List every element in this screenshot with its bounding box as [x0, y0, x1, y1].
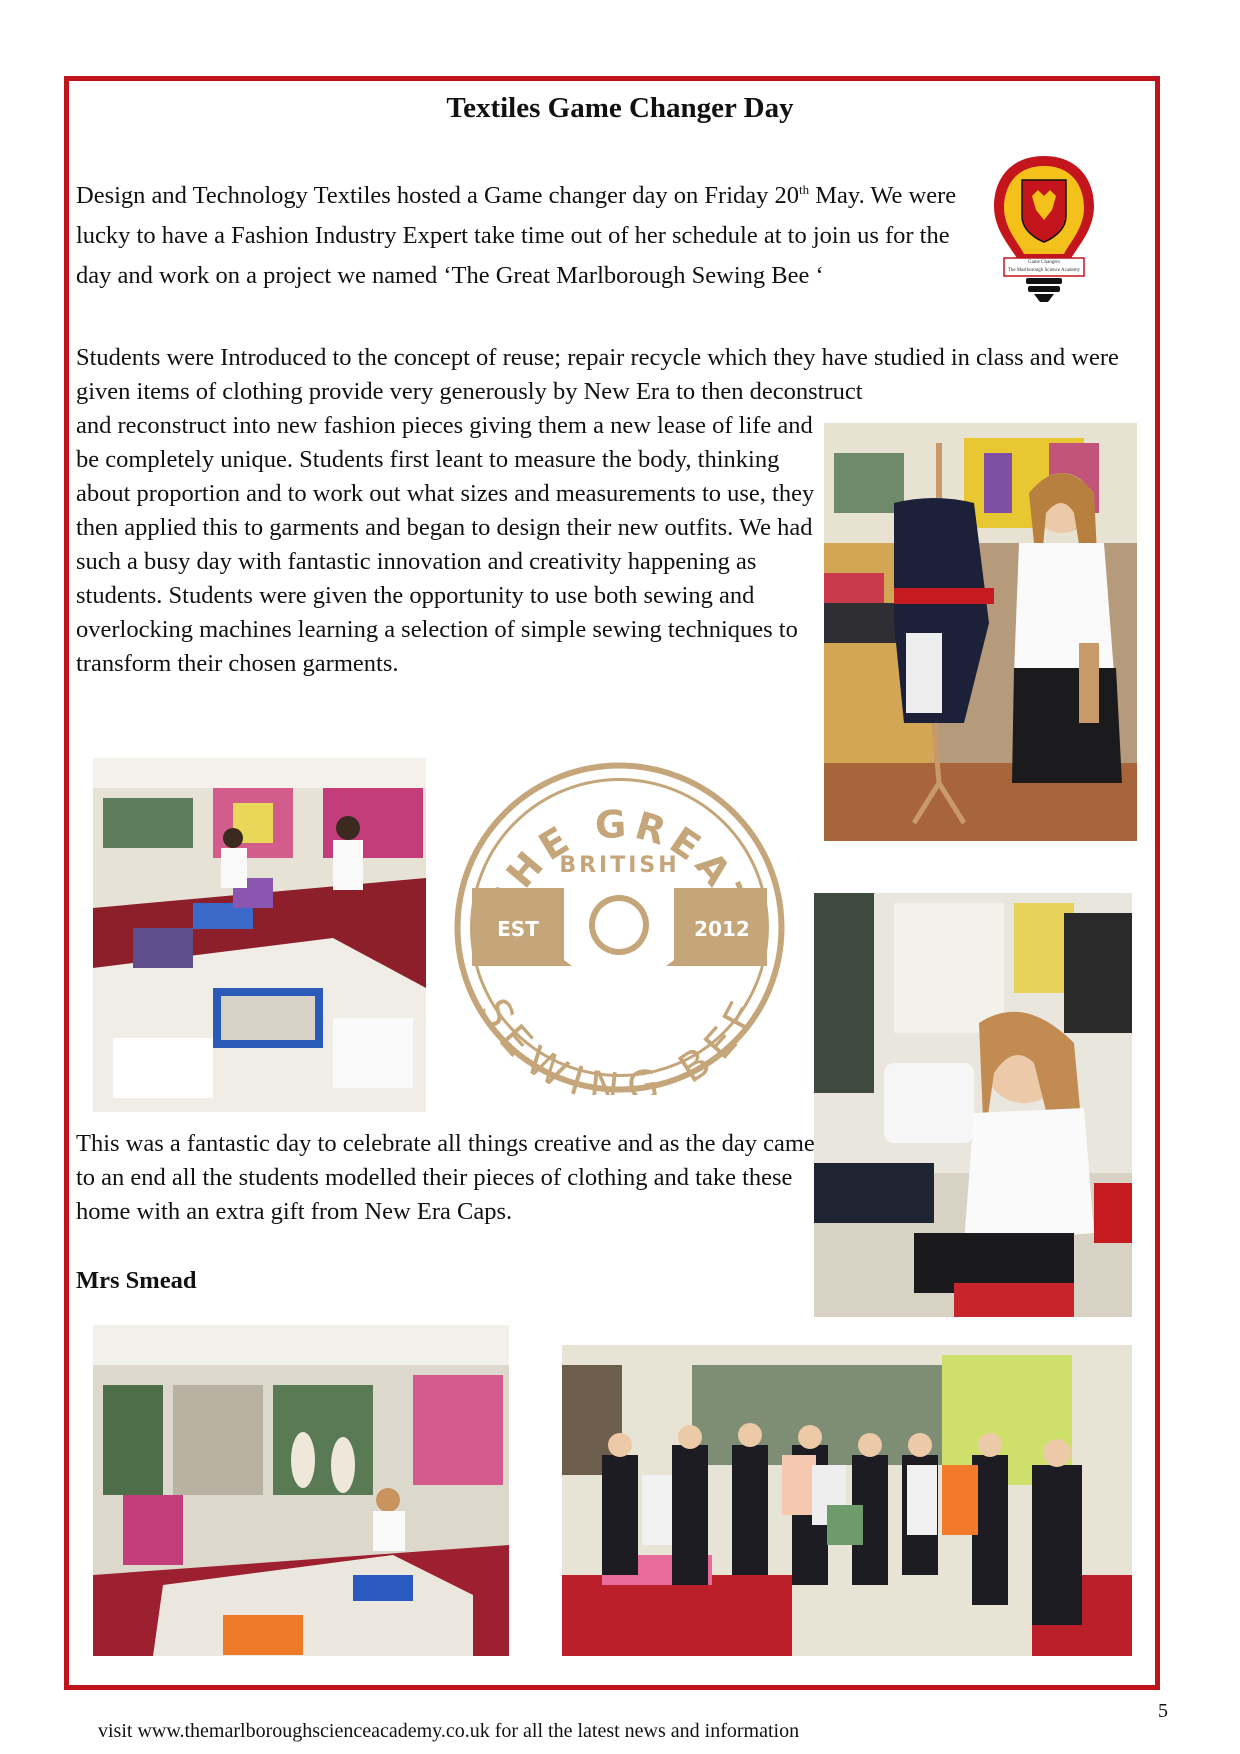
crest-caption-line2: The Marlborough Science Academy	[1007, 268, 1081, 273]
logo-top-text: THE GREAT	[480, 801, 759, 925]
logo-bottom-text: SEWING BEE	[470, 991, 769, 1095]
article-title: Textiles Game Changer Day	[446, 92, 794, 124]
crest-caption-line1: Game Changers	[1027, 260, 1061, 265]
body-paragraph-3: and reconstruct into new fashion pieces giving them a new lease of life and be completely unique. Students first leant to measure the body, thinking about proportion and to work out what sizes and measurements to use, they then applied this to garments and began to design their new outfits. We had such a busy day with fantastic innovation and creativity happening as students. Students were given the opportunity to use both sewing and overlocking machines learning a selection of simple sewing techniques to transform their chosen garments.	[76, 412, 815, 677]
body-paragraph-4: This was a fantastic day to celebrate all things creative and as the day came to an end all the students modelled their pieces of clothing and take these home with an extra gift from New Era Caps.	[76, 1130, 815, 1225]
footer-website-note: visit www.themarlboroughscienceacademy.co.uk for all the latest news and information	[98, 1720, 800, 1742]
logo-est-label: EST	[497, 917, 539, 941]
body-paragraph-2: Students were Introduced to the concept of reuse; repair recycle which they have studied in class and were given items of clothing provide very generously by New Era to then deconstruct	[76, 344, 1119, 405]
game-changers-crest-logo	[990, 150, 1098, 306]
photo-classroom-worktables	[93, 758, 426, 1112]
photo-classroom-mannequins	[93, 1325, 509, 1656]
author-signature: Mrs Smead	[76, 1267, 197, 1294]
svg-text:SEWING BEE	[470, 991, 768, 1095]
logo-year: 2012	[694, 917, 750, 941]
page-number: 5	[1158, 1700, 1168, 1722]
photo-student-sewing-machine	[814, 893, 1132, 1317]
logo-middle-text: BRITISH	[559, 853, 680, 878]
photo-student-with-mannequin	[824, 423, 1137, 841]
photo-students-showing-garments	[562, 1345, 1132, 1656]
great-british-sewing-bee-logo	[452, 760, 787, 1095]
intro-paragraph: Design and Technology Textiles hosted a Game changer day on Friday 20th May. We were lucky to have a Fashion Industry Expert take time out of her schedule at to join us for the day and work on a project we named ‘The Great Marlborough Sewing Bee ‘	[76, 182, 957, 289]
